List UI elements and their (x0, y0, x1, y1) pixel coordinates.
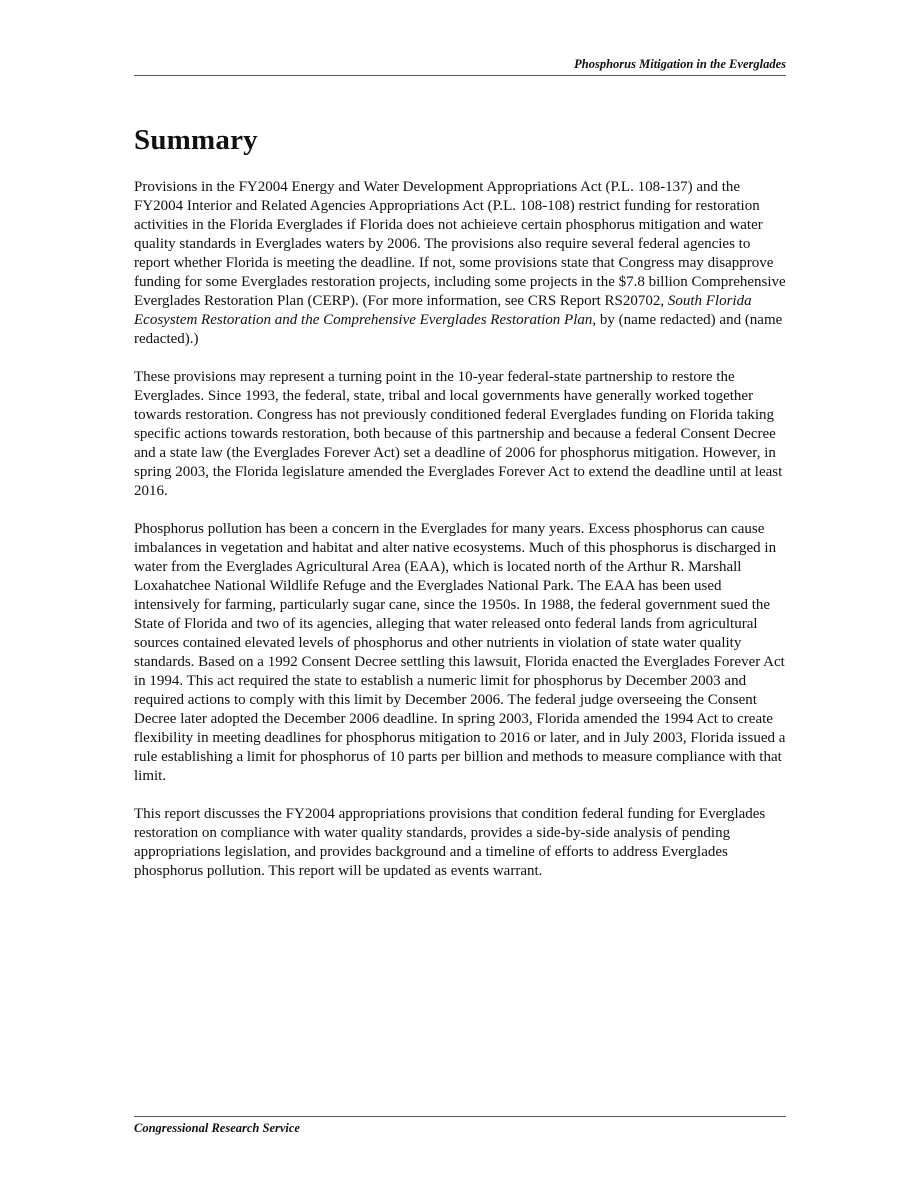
paragraph-1-text-b: , by (name redacted) and (name redacted).) (134, 312, 783, 347)
paragraph-1 (134, 178, 786, 349)
paragraph-2: These provisions may represent a turning point in the 10-year federal-state partnership to restore the Everglades. Since 1993, the federal, state, tribal and local governments have generally worked together towards restoration. Congress has not previously conditioned federal Everglades funding on Florida taking specific actions towards restoration, both because of this partnership and because a federal Consent Decree and a state law (the Everglades Forever Act) set a deadline of 2006 for phosphorus mitigation. However, in spring 2003, the Florida legislature amended the Everglades Forever Act to extend the deadline until at least 2016. (134, 369, 783, 499)
page-title: Summary (134, 124, 258, 156)
paragraph-4: This report discusses the FY2004 appropriations provisions that condition federal funding for Everglades restoration on compliance with water quality standards, provides a side-by-side analysis of pending appropriations legislation, and provides background and a timeline of efforts to address Everglades phosphorus pollution. This report will be updated as events warrant. (134, 806, 766, 879)
report-title-italic: South Florida Ecosystem Restoration and the Comprehensive Everglades Restoration Plan (134, 293, 752, 328)
running-header (134, 57, 786, 76)
footer-text: Congressional Research Service (134, 1121, 300, 1135)
paragraph-1-text-a: Provisions in the FY2004 Energy and Water Development Appropriations Act (P.L. 108-137) and the FY2004 Interior and Related Agencies Appropriations Act (P.L. 108-108) restrict funding for restoration activities in the Florida Everglades if Florida does not achieieve certain phosphorus mitigation and water quality standards in Everglades waters by 2006. The provisions also require several federal agencies to report whether Florida is meeting the deadline. If not, some provisions state that Congress may disapprove funding for some Everglades restoration projects, including some projects in the $7.8 billion Comprehensive Everglades Restoration Plan (CERP). (For more information, see CRS Report RS20702, (134, 179, 786, 309)
page-footer (134, 1116, 786, 1136)
summary-body (134, 178, 786, 900)
paragraph-3: Phosphorus pollution has been a concern in the Everglades for many years. Excess phosphorus can cause imbalances in vegetation and habitat and alter native ecosystems. Much of this phosphorus is discharged in water from the Everglades Agricultural Area (EAA), which is located north of the Arthur R. Marshall Loxahatchee National Wildlife Refuge and the Everglades National Park. The EAA has been used intensively for farming, particularly sugar cane, since the 1950s. In 1988, the federal government sued the State of Florida and two of its agencies, alleging that water released onto federal lands from agricultural sources contained elevated levels of phosphorus and other nutrients in violation of state water quality standards. Based on a 1992 Consent Decree settling this lawsuit, Florida enacted the Everglades Forever Act in 1994. This act required the state to establish a numeric limit for phosphorus by December 2003 and required actions to comply with this limit by December 2006. The federal judge overseeing the Consent Decree later adopted the December 2006 deadline. In spring 2003, Florida amended the 1994 Act to create flexibility in meeting deadlines for phosphorus mitigation to 2016 or later, and in July 2003, Florida issued a rule establishing a limit for phosphorus of 10 parts per billion and methods to measure compliance with that limit. (134, 521, 786, 784)
running-header-title: Phosphorus Mitigation in the Everglades (574, 57, 786, 71)
